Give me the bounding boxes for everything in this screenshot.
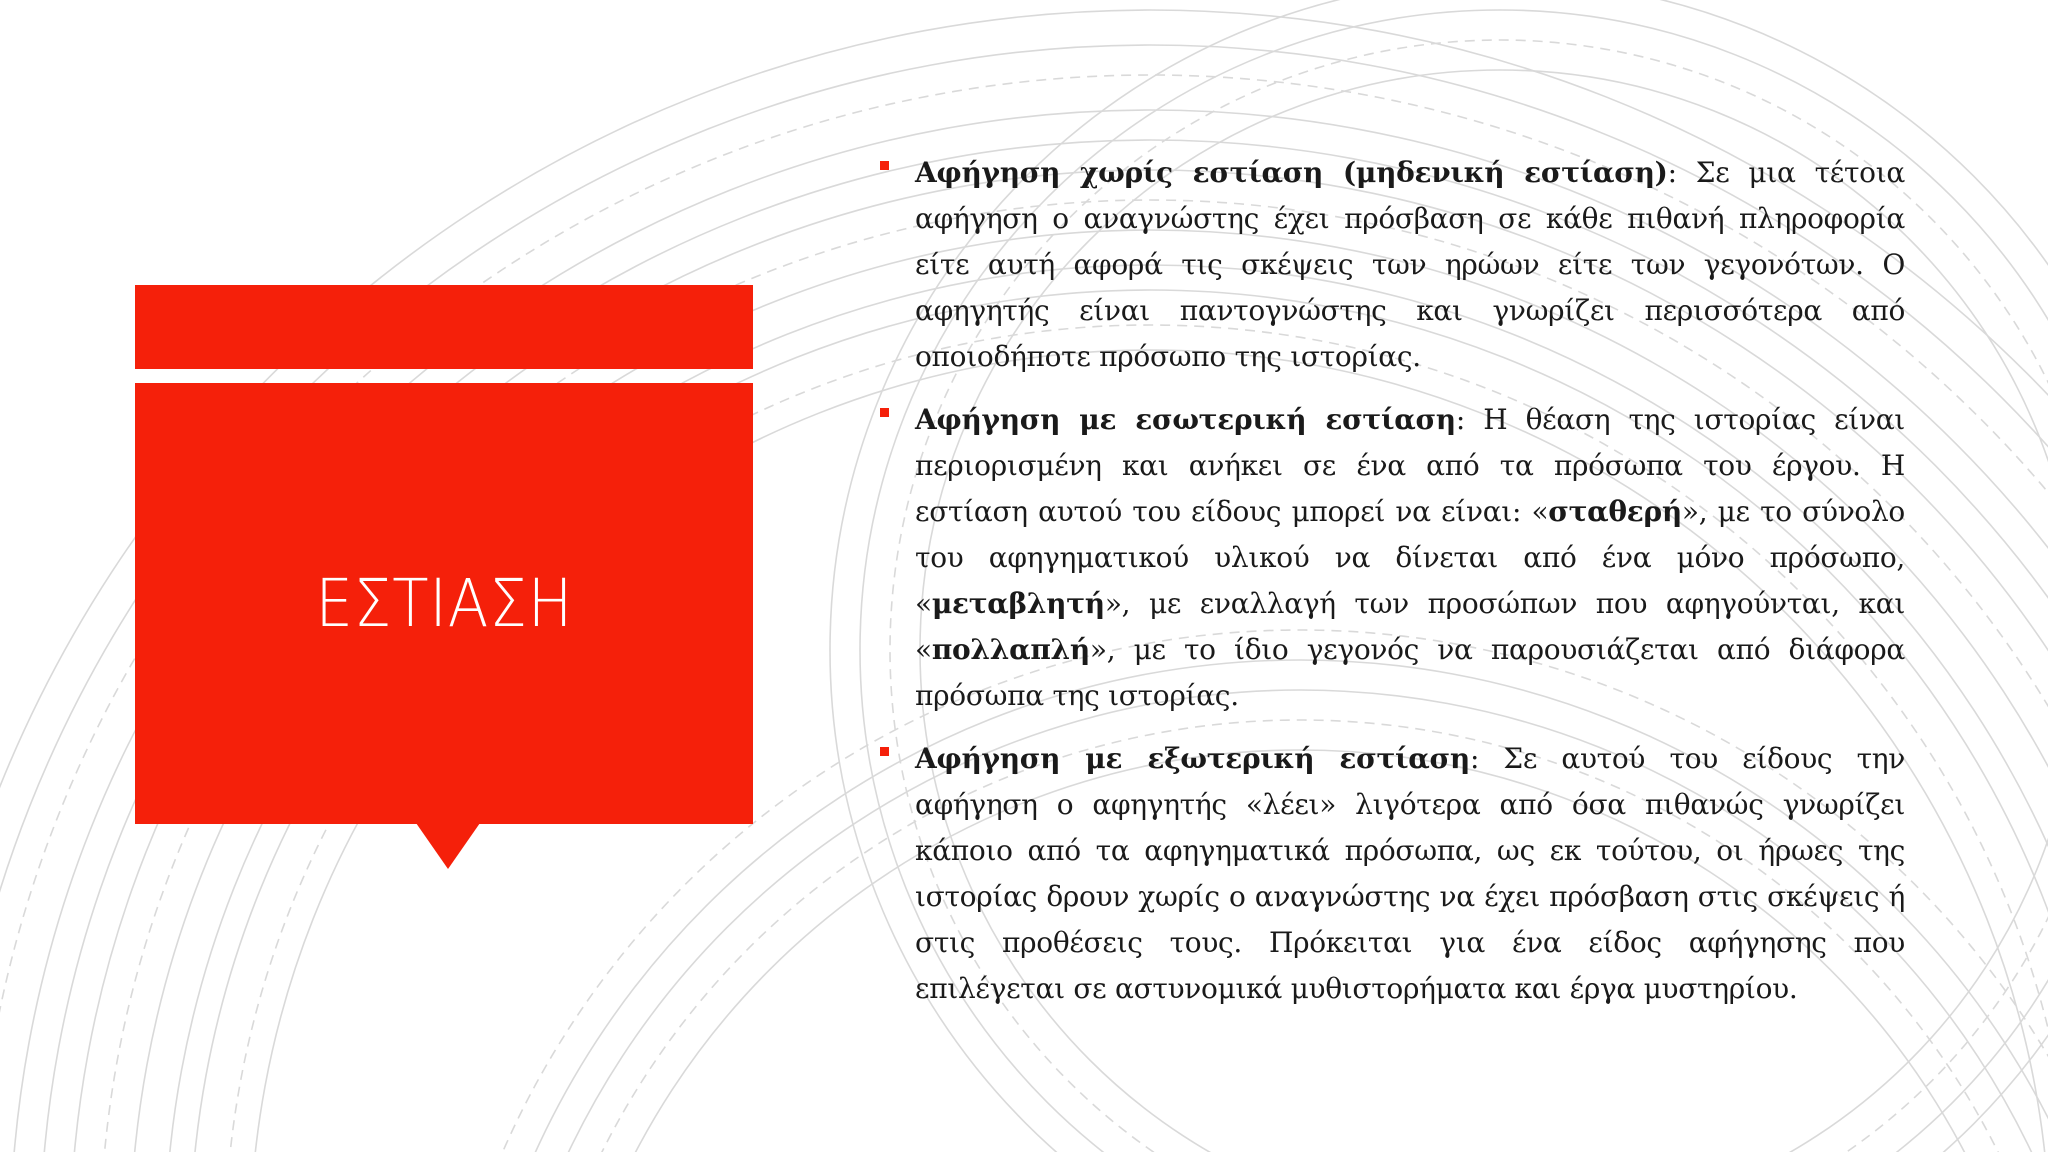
bullet-term: Αφήγηση χωρίς εστίαση (μηδενική εστίαση) bbox=[915, 156, 1668, 189]
title-pointer bbox=[416, 823, 480, 869]
keyword-fixed: σταθερή bbox=[1548, 495, 1682, 528]
bullet-zero-focalization bbox=[880, 150, 1905, 380]
bullet-text: Αφήγηση με εσωτερική εστίαση: Η θέαση της ιστορίας είναι περιορισμένη και ανήκει σε ένα από τα πρόσωπα του έργου. Η εστίαση αυτού του είδους μπορεί να είναι: «σταθερή», με το σύνολο του αφηγηματικού υλικού να δίνεται από ένα μόνο πρόσωπο, «μεταβλητή», με εναλλαγή των προσώπων που αφηγούνται, και «πολλαπλή», με το ίδιο γεγονός να παρουσιάζεται από διάφορα πρόσωπα της ιστορίας. bbox=[915, 403, 1905, 712]
bullet-square-icon bbox=[880, 161, 889, 170]
bullet-term: Αφήγηση με εξωτερική εστίαση bbox=[915, 742, 1470, 775]
slide-title: ΕΣΤΙΑΣΗ bbox=[314, 565, 573, 642]
keyword-variable: μεταβλητή bbox=[931, 587, 1105, 620]
keyword-multiple: πολλαπλή bbox=[931, 633, 1090, 666]
bullet-square-icon bbox=[880, 747, 889, 756]
bullet-term: Αφήγηση με εσωτερική εστίαση bbox=[915, 403, 1456, 436]
content-list bbox=[880, 150, 1905, 1029]
bullet-text: Αφήγηση με εξωτερική εστίαση: Σε αυτού του είδους την αφήγηση ο αφηγητής «λέει» λιγότερα από όσα πιθανώς γνωρίζει κάποιο από τα αφηγηματικά πρόσωπα, ως εκ τούτου, οι ήρωες της ιστορίας δρουν χωρίς ο αναγνώστης να έχει πρόσβαση στις σκέψεις ή στις προθέσεις τους. Πρόκειται για ένα είδος αφήγησης που επιλέγεται σε αστυνομικά μυθιστορήματα και έργα μυστηρίου. bbox=[915, 742, 1905, 1005]
title-box bbox=[135, 383, 753, 824]
title-accent-strip bbox=[135, 285, 753, 369]
bullet-square-icon bbox=[880, 408, 889, 417]
bullet-internal-focalization bbox=[880, 397, 1905, 719]
bullet-text: Αφήγηση χωρίς εστίαση (μηδενική εστίαση): Σε μια τέτοια αφήγηση ο αναγνώστης έχει πρόσβαση σε κάθε πιθανή πληροφορία είτε αυτή αφορά τις σκέψεις των ηρώων είτε των γεγονότων. Ο αφηγητής είναι παντογνώστης και γνωρίζει περισσότερα από οποιοδήποτε πρόσωπο της ιστορίας. bbox=[915, 156, 1905, 373]
bullet-external-focalization bbox=[880, 736, 1905, 1012]
